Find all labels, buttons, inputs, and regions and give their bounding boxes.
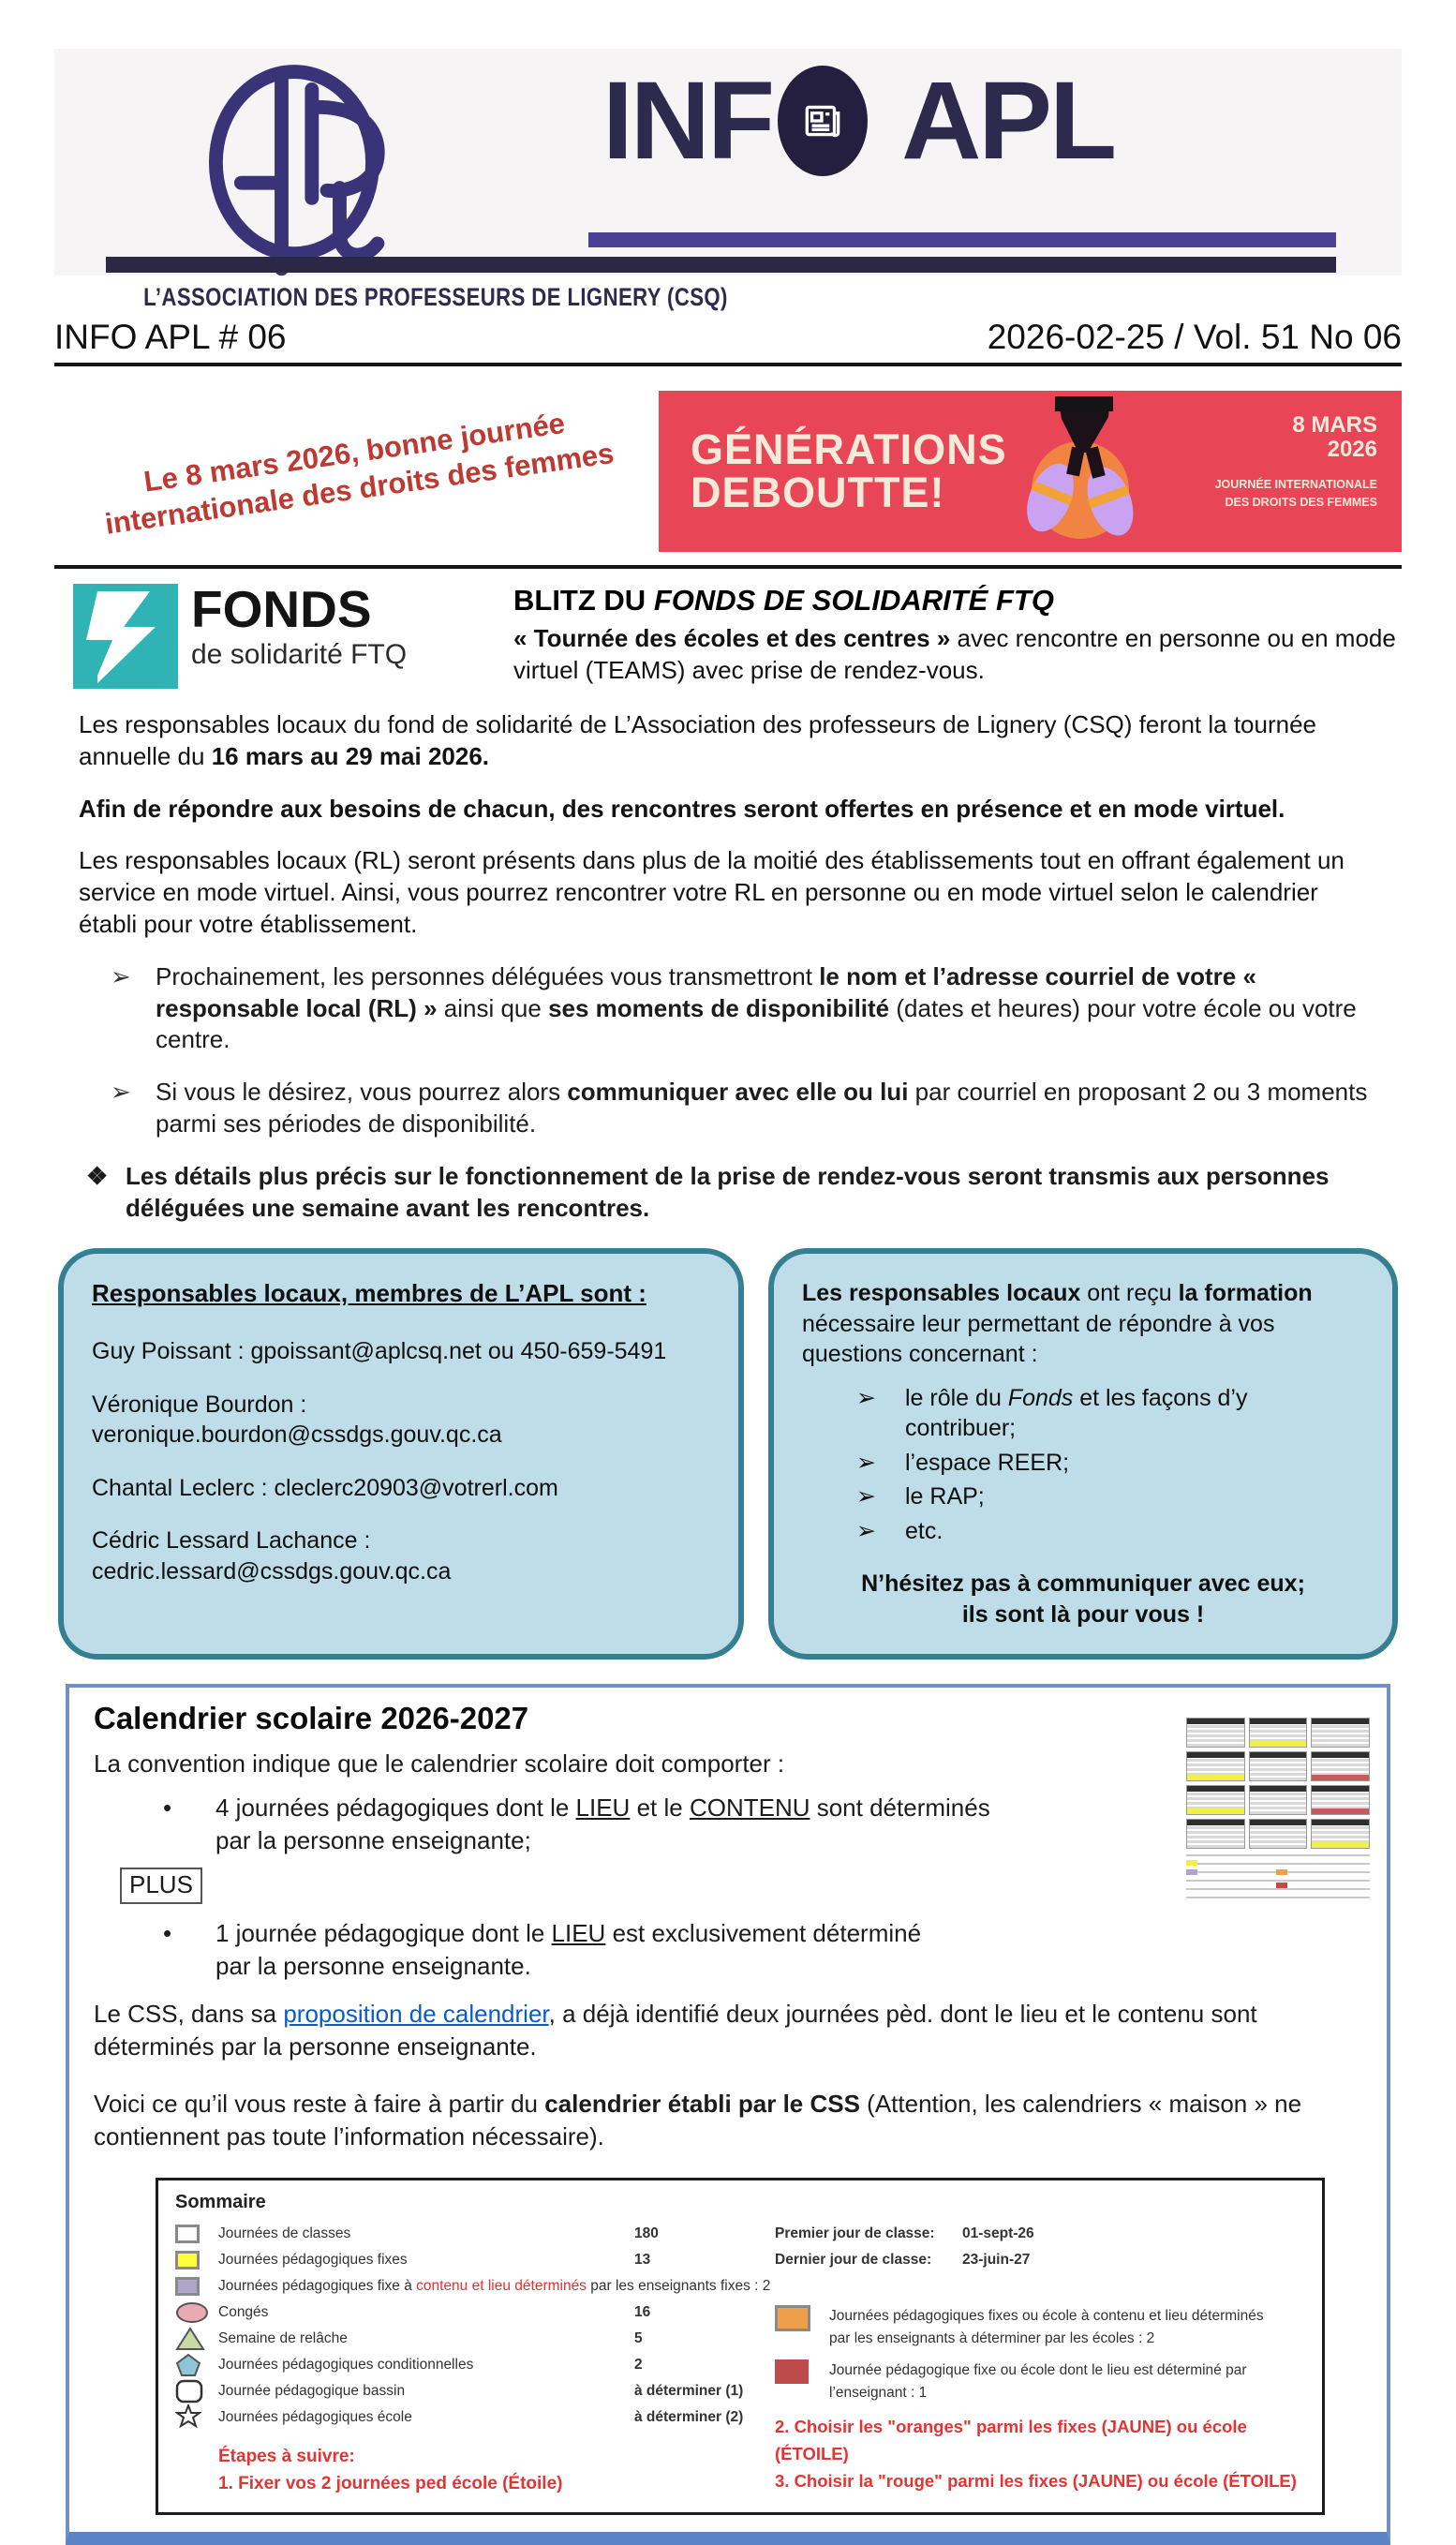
steps-right (775, 2414, 1305, 2494)
bullet1-mid: ainsi que (437, 993, 549, 1022)
legend-label-post: par les enseignants fixes : 2 (586, 2278, 771, 2295)
blitz-title (513, 584, 1402, 618)
closing-line1: N’hésitez pas à communiquer avec eux; (861, 1570, 1305, 1598)
orange-square-icon (775, 2305, 810, 2331)
legend-label: Semaine de relâche (218, 2330, 348, 2347)
newsletter-brand (602, 59, 1115, 183)
legend-count: 2 (634, 2357, 643, 2374)
legend-count: 16 (634, 2304, 651, 2321)
sommaire-title: Sommaire (175, 2192, 266, 2213)
list-item-text (215, 1792, 990, 1857)
calb1-contenu: CONTENU (689, 1793, 810, 1823)
banner-date-line2: 2026 (1327, 437, 1377, 463)
paragraph-tour (79, 709, 1377, 773)
bullet2-post: par courriel en proposant 2 ou 3 moments parmi ses périodes de disponibilité. (156, 1078, 1368, 1138)
dot-bullet-icon: • (163, 1918, 172, 1947)
item1-italic: Fonds (1007, 1384, 1074, 1411)
banner-sub-line1: JOURNÉE INTERNATIONALE (1214, 477, 1377, 491)
navy-divider (106, 257, 1336, 273)
legend-row (175, 2221, 775, 2247)
legend-label: Journées pédagogiques fixes (218, 2252, 408, 2269)
sommaire-legend (175, 2221, 775, 2497)
calb2-post: est exclusivement déterminé (605, 1918, 922, 1947)
generations-deboutte-banner (659, 391, 1402, 552)
fonds-logo (73, 580, 513, 689)
paragraph-modes: Afin de répondre aux besoins de chacun, des rencontres seront offertes en présence et en mode virtuel. (79, 794, 1285, 823)
dot-bullet-icon: • (163, 1793, 172, 1823)
white-square-icon (175, 2225, 200, 2243)
legend-count: 13 (634, 2252, 651, 2269)
apl-logo-icon (153, 56, 443, 284)
paragraph-tour-dates: 16 mars au 29 mai 2026. (211, 741, 490, 770)
bullet1-bold1: le nom et l’adresse courriel de votre « responsable local (RL) » (156, 961, 1256, 1022)
purple-divider (588, 232, 1336, 247)
list-item (111, 1077, 1377, 1140)
arrow-bullet-icon: ➢ (856, 1384, 876, 1411)
march8-note (54, 391, 659, 552)
info-boxes (58, 1248, 1398, 1659)
purple-square-icon (175, 2277, 200, 2296)
orange-legend-row (775, 2305, 1305, 2350)
list-item-text: etc. (905, 1517, 943, 1544)
legend-row (175, 2326, 775, 2352)
steps-title: Étapes à suivre: (218, 2447, 355, 2467)
dark-red-square-icon (775, 2359, 809, 2384)
first-day-value: 01-sept-26 (962, 2225, 1034, 2242)
list-item (856, 1448, 1364, 1479)
fonds-lightning-icon (73, 584, 178, 689)
legend-label: Journées pédagogiques conditionnelles (218, 2357, 474, 2374)
march8-banner-row (54, 391, 1402, 552)
yellow-square-icon (175, 2251, 200, 2270)
diamond-bullet-icon: ❖ (86, 1161, 109, 1190)
legend-count: 5 (634, 2330, 643, 2347)
list-item (154, 1917, 1133, 1983)
list-item-text: l’espace REER; (905, 1449, 1070, 1476)
plus-box: PLUS (120, 1868, 202, 1904)
brand-text-post: APL (901, 59, 1115, 183)
issue-number: INFO APL # 06 (54, 318, 287, 356)
orange-line2: par les enseignants à déterminer par les écoles : 2 (829, 2330, 1155, 2347)
arrow-bullet-icon: ➢ (111, 1078, 131, 1107)
legend-row (175, 2404, 775, 2431)
calendar-title: Calendrier scolaire 2026-2027 (94, 1701, 529, 1736)
arrow-bullet-icon: ➢ (856, 1449, 876, 1476)
todo-pre: Voici ce qu’il vous reste à faire à partir du (94, 2089, 545, 2118)
orange-legend-text (829, 2305, 1264, 2350)
banner-date-block (1215, 413, 1377, 511)
legend-count: 180 (634, 2225, 659, 2242)
blitz-subtitle-bold: « Tournée des écoles et des centres » (513, 624, 951, 652)
last-day-label: Dernier jour de classe: (775, 2252, 932, 2269)
calb1-pre: 4 journées pédagogiques dont le (215, 1793, 576, 1823)
item1-pre: le rôle du (905, 1384, 1008, 1411)
list-item-text (156, 961, 1377, 1056)
calendar-proposal-link[interactable]: proposition de calendrier (283, 1999, 549, 2028)
formation-box (768, 1248, 1398, 1659)
legend-label-red: contenu et lieu déterminés (416, 2278, 587, 2295)
list-item (154, 1792, 1133, 1857)
legend-label: Journées de classes (218, 2225, 351, 2242)
sommaire-box (156, 2178, 1325, 2515)
rounded-square-icon (175, 2379, 218, 2404)
star-icon (175, 2404, 218, 2431)
fonds-section-header (73, 580, 1402, 689)
legend-row (175, 2378, 775, 2404)
arrow-bullet-icon: ➢ (856, 1517, 876, 1544)
bullet1-pre: Prochainement, les personnes déléguées vous transmettront (156, 961, 820, 990)
paragraph-tour-text: Les responsables locaux du fond de solidarité de L’Association des professeurs de Lignery (CSQ) feront la tournée annuelle du (79, 710, 1316, 770)
legs-shoes-illustration-icon (968, 396, 1183, 551)
orange-line1: Journées pédagogiques fixes ou école à contenu et lieu déterminés (829, 2308, 1264, 2325)
list-item-text (156, 1077, 1377, 1140)
blitz-title-pre: BLITZ DU (513, 584, 654, 617)
calb1-mid: et le (630, 1793, 690, 1823)
header-band (54, 49, 1402, 275)
responsables-box-title: Responsables locaux, membres de L’APL sont : (92, 1279, 646, 1308)
contact-line: Véronique Bourdon : veronique.bourdon@cssdgs.gouv.qc.ca (92, 1391, 502, 1449)
blue-pentagon-icon (175, 2353, 218, 2377)
formation-rest: nécessaire leur permettant de répondre à vos questions concernant : (802, 1310, 1275, 1368)
todo-bold: calendrier établi par le CSS (544, 2089, 860, 2118)
blitz-title-italic: FONDS DE SOLIDARITÉ FTQ (653, 584, 1054, 617)
legend-count: à déterminer (2) (634, 2409, 744, 2426)
css-pre: Le CSS, dans sa (94, 1999, 284, 2028)
sommaire-right (775, 2221, 1305, 2497)
march8-note-text: Le 8 mars 2026, bonne journée internationale des droits des femmes (102, 407, 616, 541)
arrow-bullet-icon: ➢ (856, 1483, 876, 1511)
todo-post: (Attention, les calendriers « maison » ne contiennent pas toute l’information nécessaire). (94, 2089, 1302, 2151)
list-item (111, 961, 1377, 1056)
paragraph-rl: Les responsables locaux (RL) seront présents dans plus de la moitié des établissements tout en offrant également un service en mode virtuel. Ainsi, vous pourrez rencontrer votre RL en personne ou en mode virtuel selon le calendrier établi pour votre établissement. (79, 846, 1345, 938)
contact-line: Chantal Leclerc : cleclerc20903@votrerl.com (92, 1474, 558, 1501)
red-legend-row (775, 2359, 1305, 2404)
calb1-line2: par la personne enseignante; (215, 1826, 531, 1855)
arrow-bullet-icon: ➢ (111, 961, 131, 990)
formation-bold2: la formation (1178, 1280, 1313, 1307)
step-1: 1. Fixer vos 2 journées ped école (Étoile) (218, 2473, 563, 2493)
calb2-line2: par la personne enseignante. (215, 1951, 531, 1980)
contact-line: Guy Poissant : gpoissant@aplcsq.net ou 450-659-5491 (92, 1338, 667, 1365)
issue-date-volume: 2026-02-25 / Vol. 51 No 06 (987, 318, 1402, 356)
contact-line: Cédric Lessard Lachance : cedric.lessard@cssdgs.gouv.qc.ca (92, 1527, 452, 1585)
legend-label: Journées pédagogiques école (218, 2409, 412, 2426)
todo-paragraph (94, 2088, 1362, 2153)
calendar-intro: La convention indique que le calendrier scolaire doit comporter : (94, 1749, 785, 1779)
item1-post: et les façons d’y contribuer; (905, 1384, 1248, 1442)
fonds-logo-tagline: de solidarité FTQ (191, 639, 408, 670)
bullet1-post: (dates et heures) pour votre école ou votre centre. (156, 993, 1357, 1054)
last-day-value: 23-juin-27 (962, 2252, 1031, 2269)
css-proposal-paragraph (94, 1998, 1362, 2063)
banner-title-line1: GÉNÉRATIONS (691, 425, 1007, 474)
formation-bold1: Les responsables locaux (802, 1280, 1081, 1307)
last-day-row (775, 2247, 1305, 2273)
list-item-text (215, 1917, 921, 1983)
green-triangle-icon (175, 2327, 218, 2351)
note-text: Les détails plus précis sur le fonctionnement de la prise de rendez-vous seront transmis aux personnes déléguées une semaine avant les rencontres. (126, 1161, 1330, 1222)
step-3: 3. Choisir la "rouge" parmi les fixes (JAUNE) ou école (ÉTOILE) (775, 2470, 1297, 2491)
formation-mid: ont reçu (1080, 1280, 1179, 1307)
legend-count: à déterminer (1) (634, 2383, 744, 2400)
list-item (856, 1516, 1364, 1547)
formation-paragraph (802, 1278, 1364, 1370)
responsables-box (58, 1248, 744, 1659)
fonds-logo-text: FONDS (191, 580, 372, 638)
newspaper-icon (778, 66, 868, 176)
step-2: 2. Choisir les "oranges" parmi les fixes (JAUNE) ou école (ÉTOILE) (775, 2417, 1247, 2463)
legend-label: Journée pédagogique bassin (218, 2383, 406, 2400)
banner-title-line2: DEBOUTTE! (691, 469, 945, 516)
pink-ellipse-icon (175, 2301, 218, 2324)
css-post: , a déjà identifié deux journées pèd. dont le lieu et le contenu sont déterminés par la personne enseignante. (94, 1999, 1257, 2061)
banner-sub-line2: DES DROITS DES FEMMES (1225, 495, 1377, 509)
calb2-lieu: LIEU (551, 1918, 606, 1947)
legend-label: Congés (218, 2304, 269, 2321)
list-item-text: le RAP; (905, 1483, 985, 1511)
blitz-subtitle-rest: avec rencontre en personne ou en mode virtuel (TEAMS) avec prise de rendez-vous. (513, 624, 1396, 684)
banner-title (691, 425, 1007, 516)
newsletter-page (0, 49, 1456, 2493)
red-legend-text: Journée pédagogique fixe ou école dont le lieu est déterminé par l’enseignant : 1 (829, 2362, 1247, 2402)
legend-row (175, 2247, 775, 2273)
legend-label-pre: Journées pédagogiques fixe à (218, 2278, 417, 2295)
calendar-section (66, 1684, 1390, 2545)
section-divider (54, 565, 1402, 569)
association-name: L’ASSOCIATION DES PROFESSEURS DE LIGNERY (CSQ) (143, 283, 728, 311)
list-item (856, 1383, 1364, 1444)
calb1-lieu: LIEU (575, 1793, 631, 1823)
blitz-subtitle (513, 623, 1402, 687)
issue-row (54, 318, 1402, 366)
bullet1-bold2: ses moments de disponibilité (548, 993, 890, 1022)
school-calendar-thumbnail (1186, 1701, 1370, 1903)
banner-date-line1: 8 MARS (1292, 412, 1377, 438)
first-day-row (775, 2221, 1305, 2247)
calb1-post: sont déterminés (810, 1793, 990, 1823)
steps-left (218, 2444, 775, 2497)
legend-row (175, 2352, 775, 2378)
note-item (86, 1161, 1377, 1225)
bullet2-pre: Si vous le désirez, vous pourrez alors (156, 1078, 568, 1107)
closing-message (802, 1569, 1364, 1630)
list-item (856, 1481, 1364, 1512)
legend-row (175, 2299, 775, 2326)
first-day-label: Premier jour de classe: (775, 2225, 935, 2242)
calb2-pre: 1 journée pédagogique dont le (215, 1918, 552, 1947)
brand-text-pre: INF (602, 59, 773, 183)
closing-line2: ils sont là pour vous ! (961, 1600, 1205, 1628)
list-item-text (905, 1383, 1364, 1444)
bullet2-bold: communiquer avec elle ou lui (567, 1078, 909, 1107)
